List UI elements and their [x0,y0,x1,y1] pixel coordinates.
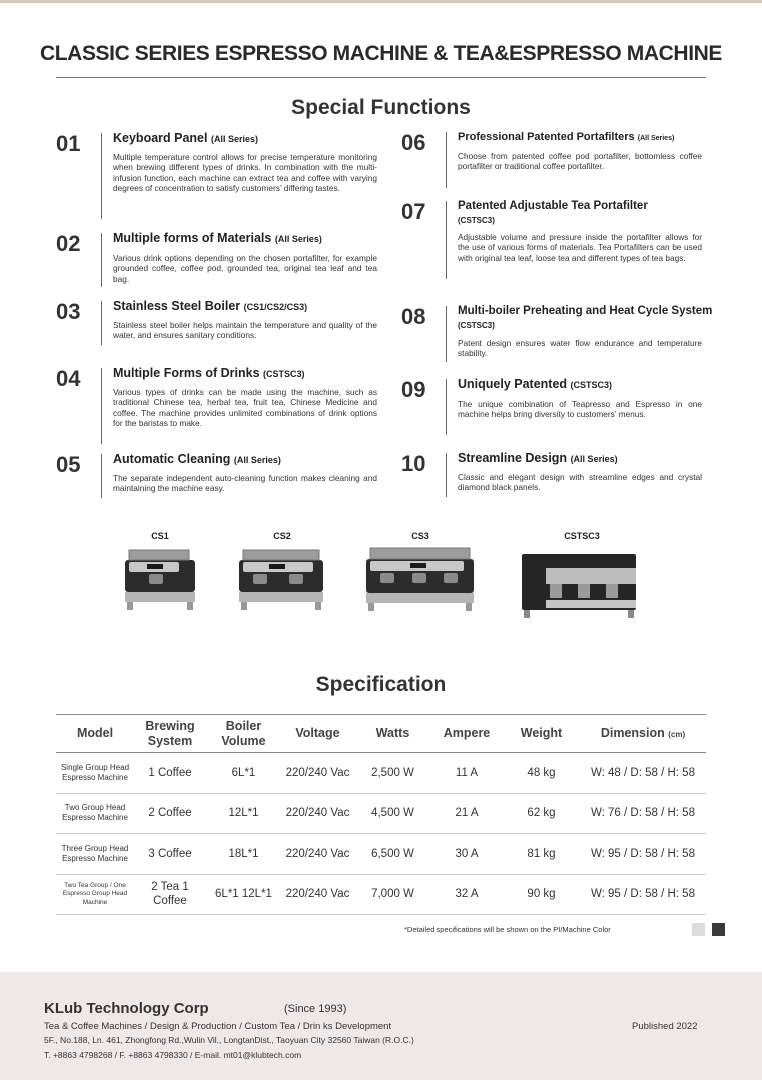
feature-title-text: Professional Patented Portafilters [458,131,635,143]
feature-number: 02 [56,231,81,256]
cell-brewing: 3 Coffee [134,834,206,875]
feature-number: 09 [401,377,426,402]
cell-watts: 2,500 W [354,753,431,794]
company-address: 5F., No.188, Ln. 461, Zhongfong Rd.,Wulin Vil., LongtanDist., Taoyuan City 32560 Taiwan (R.O.C.) [44,1035,414,1045]
feature-number: 06 [401,130,426,155]
feature-description: Patent design ensures water flow endurance and temperature stability. [458,338,702,359]
column-header: Weight [503,715,580,753]
cell-dimension: W: 95 / D: 58 / H: 58 [580,834,706,875]
cs2-machine-image [235,548,327,614]
table-row [56,874,706,915]
feature-title [458,199,718,228]
color-swatch-dark [712,923,725,936]
table-header-row [56,715,706,753]
feature-divider [446,379,447,435]
title-divider [56,77,706,78]
feature-title-text: Uniquely Patented [458,377,568,391]
feature-divider [101,454,102,498]
feature-title [458,451,718,466]
specification-heading: Specification [315,673,447,696]
cell-dimension: W: 76 / D: 58 / H: 58 [580,793,706,834]
feature-title [113,366,383,381]
cell-model: Two Tea Group / One Espresso Group Head Machine [56,874,134,915]
feature-title-text: Streamline Design [458,451,568,465]
cell-boiler: 18L*1 [206,834,281,875]
dimension-unit: (cm) [668,729,686,739]
feature-title-text: Multiple Forms of Drinks [113,366,260,380]
product-name-cs1: CS1 [151,531,169,541]
feature-number: 04 [56,366,81,391]
feature-title [113,452,383,467]
published-date: Published 2022 [632,1021,698,1032]
product-name-cs3: CS3 [411,531,429,541]
feature-title [458,130,718,146]
cell-brewing: 2 Tea 1 Coffee [134,874,206,915]
cell-model: Two Group Head Espresso Machine [56,793,134,834]
cell-ampere: 32 A [431,874,503,915]
product-name-cs2: CS2 [273,531,291,541]
company-contact: T. +8863 4798268 / F. +8863 4798330 / E-mail. mt01@klubtech.com [44,1050,302,1060]
feature-description: Stainless steel boiler helps maintain the temperature and quality of the water, and ensures sanitary conditions. [113,320,377,341]
feature-divider [446,201,447,279]
feature-tag: (CSTSC3) [458,321,495,330]
top-accent-bar [0,0,762,3]
cell-model: Single Group Head Espresso Machine [56,753,134,794]
feature-title-text: Multi-boiler Preheating and Heat Cycle System [458,305,713,317]
feature-divider [446,132,447,188]
feature-tag: (CSTSC3) [263,369,305,379]
feature-tag: (All Series) [637,135,675,142]
page-title: CLASSIC SERIES ESPRESSO MACHINE & TEA&ESPRESSO MACHINE [39,42,722,65]
cell-voltage: 220/240 Vac [281,793,354,834]
feature-title-text: Automatic Cleaning [113,452,231,466]
feature-number: 07 [401,199,426,224]
cell-boiler: 6L*1 12L*1 [206,874,281,915]
feature-tag: (CSTSC3) [458,216,495,225]
feature-title [458,304,718,333]
feature-description: Various types of drinks can be made using the machine, such as traditional Chinese tea, herbal tea, fruit tea, Chinese Medicine and coffee. The machine provides unlimited combinations of drink options for the baristas to make. [113,387,377,428]
column-header-dimension [580,715,706,753]
feature-description: The unique combination of Teapresso and Espresso in one machine helps bring diversity to customers’ menus. [458,399,702,420]
feature-number: 10 [401,451,426,476]
cell-watts: 7,000 W [354,874,431,915]
cstsc3-machine-image [520,548,638,622]
cell-dimension: W: 48 / D: 58 / H: 58 [580,753,706,794]
cs3-machine-image [362,545,478,615]
cell-watts: 6,500 W [354,834,431,875]
cell-voltage: 220/240 Vac [281,874,354,915]
feature-description: Choose from patented coffee pod portafilter, bottomless coffee portafilter or traditional coffee portafilter. [458,151,702,172]
feature-title-text: Stainless Steel Boiler [113,299,241,313]
column-header: Voltage [281,715,354,753]
feature-title [113,231,383,246]
cell-model: Three Group Head Espresso Machine [56,834,134,875]
feature-number: 01 [56,131,81,156]
feature-divider [101,301,102,345]
feature-tag: (CSTSC3) [570,380,613,390]
feature-tag: (All Series) [210,134,258,144]
feature-divider [446,306,447,362]
feature-title-text: Patented Adjustable Tea Portafilter [458,200,648,212]
feature-number: 05 [56,452,81,477]
company-name: KLub Technology Corp [44,1000,209,1017]
table-row [56,753,706,794]
feature-title-text: Keyboard Panel [113,131,208,145]
company-tagline: Tea & Coffee Machines / Design & Production / Custom Tea / Drin ks Development [44,1021,392,1032]
cell-boiler: 12L*1 [206,793,281,834]
cell-watts: 4,500 W [354,793,431,834]
feature-description: Classic and elegant design with streamline edges and crystal diamond black panels. [458,472,702,493]
feature-number: 08 [401,304,426,329]
cell-weight: 48 kg [503,753,580,794]
feature-title-text: Multiple forms of Materials [113,231,272,245]
column-header: Ampere [431,715,503,753]
feature-description: Multiple temperature control allows for precise temperature monitoring when brewing different types of drinks. In combination with the multi-infusion function, each machine can extract tea and coffee with varying degrees of concentration to satisfy customers’ differing tastes. [113,152,377,193]
cell-ampere: 21 A [431,793,503,834]
table-row [56,793,706,834]
feature-tag: (All Series) [570,454,618,464]
feature-description: The separate independent auto-cleaning function makes cleaning and maintaining the machine easy. [113,473,377,494]
specification-table [56,714,706,915]
feature-divider [101,233,102,287]
company-since: (Since 1993) [284,1003,347,1015]
feature-title [113,299,383,314]
feature-number: 03 [56,299,81,324]
cell-weight: 90 kg [503,874,580,915]
cell-boiler: 6L*1 [206,753,281,794]
feature-tag: (All Series) [274,234,322,244]
column-header: Brewing System [134,715,206,753]
spec-note: *Detailed specifications will be shown on the PI/Machine Color [404,925,611,934]
feature-description: Adjustable volume and pressure inside the portafilter allows for the use of various forms of materials. Tea Portafilters can be used with original tea leaf, loose tea and different types of tea bags. [458,232,702,263]
column-header-text: Dimension [600,725,665,740]
feature-title [113,131,383,146]
feature-description: Various drink options depending on the chosen portafilter, for example grounded coffee, coffee pod, grounded tea, original tea leaf and tea bag. [113,253,377,284]
cell-weight: 62 kg [503,793,580,834]
cell-brewing: 2 Coffee [134,793,206,834]
feature-divider [101,133,102,219]
cell-voltage: 220/240 Vac [281,834,354,875]
feature-title [458,377,718,392]
table-row [56,834,706,875]
column-header: Model [56,715,134,753]
product-name-cstsc3: CSTSC3 [564,531,600,541]
column-header: Watts [354,715,431,753]
cell-ampere: 30 A [431,834,503,875]
column-header: Boiler Volume [206,715,281,753]
special-functions-heading: Special Functions [291,96,471,119]
feature-tag: (CS1/CS2/CS3) [243,302,308,312]
feature-divider [446,453,447,497]
feature-divider [101,368,102,444]
cell-weight: 81 kg [503,834,580,875]
color-swatch-light [692,923,705,936]
cell-dimension: W: 95 / D: 58 / H: 58 [580,874,706,915]
feature-tag: (All Series) [233,455,281,465]
cell-voltage: 220/240 Vac [281,753,354,794]
cs1-machine-image [121,548,199,614]
cell-ampere: 11 A [431,753,503,794]
cell-brewing: 1 Coffee [134,753,206,794]
